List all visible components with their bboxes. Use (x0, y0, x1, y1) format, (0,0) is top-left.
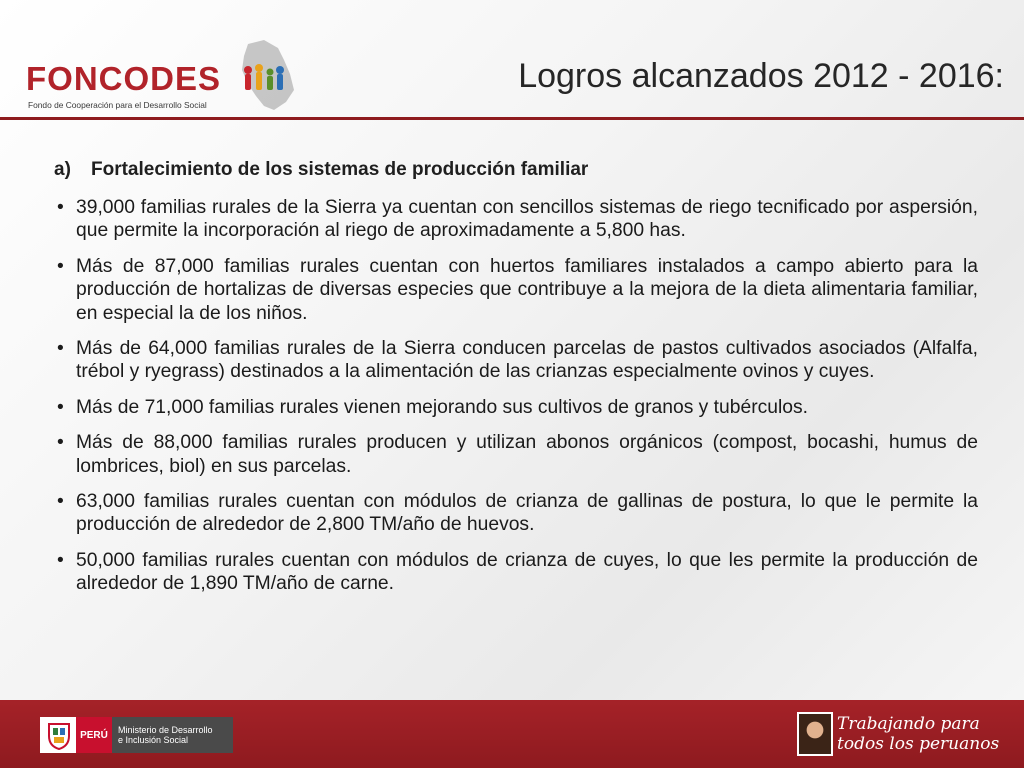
page-title: Logros alcanzados 2012 - 2016: (518, 57, 1004, 95)
ministry-label (112, 717, 233, 753)
footer-bar (0, 700, 1024, 768)
portrait-image (797, 712, 833, 756)
list-item (57, 255, 978, 325)
list-item-text: Más de 71,000 familias rurales vienen mejorando sus cultivos de granos y tubérculos. (76, 396, 809, 418)
slogan-text (837, 714, 999, 754)
list-item-text: 50,000 familias rurales cuentan con módulos de crianza de cuyes, lo que les permite la producción de alrededor de 1,890 TM/año de carne. (76, 549, 978, 595)
bullet-icon: • (57, 432, 64, 454)
section-marker: a) (54, 159, 71, 180)
bullet-icon: • (57, 491, 64, 513)
peru-map-families-icon (234, 40, 296, 112)
list-item-text: Más de 64,000 familias rurales de la Sierra conducen parcelas de pastos cultivados asociados (Alfalfa, trébol y ryegrass) destinados a la alimentación de las crianzas especialmente ovinos y cuyes. (76, 338, 978, 383)
list-item-text: 39,000 familias rurales de la Sierra ya cuentan con sencillos sistemas de riego tecnificado por aspersión, que permite la incorporación al riego de aproximadamente a 5,800 has. (76, 197, 978, 242)
bullet-icon: • (57, 396, 64, 418)
list-item (57, 196, 978, 243)
foncodes-logo (26, 40, 288, 112)
bullet-icon: • (57, 338, 64, 360)
list-item-text: 63,000 familias rurales cuentan con módulos de crianza de gallinas de postura, lo que le permite la producción de alrededor de 2,800 TM/año de huevos. (76, 491, 978, 536)
bullet-icon: • (57, 255, 64, 277)
list-item (57, 549, 978, 596)
slogan-line-1: Trabajando para (837, 714, 980, 734)
ministry-line-2: e Inclusión Social (118, 735, 189, 745)
logo-name: FONCODES (26, 60, 222, 97)
list-item (57, 431, 978, 478)
slogan-line-2: todos los peruanos (837, 734, 1000, 754)
header-divider (0, 117, 1024, 120)
bullet-icon: • (57, 197, 64, 218)
achievement-list (57, 196, 978, 596)
country-label: PERÚ (76, 717, 112, 753)
government-badge (40, 717, 233, 753)
slogan (797, 712, 1002, 758)
list-item-text: Más de 88,000 familias rurales producen y utilizan abonos orgánicos (compost, bocashi, humus de lombrices, biol) en sus parcelas. (76, 432, 978, 477)
section-heading-text: Fortalecimiento de los sistemas de producción familiar (91, 159, 589, 180)
logo-subtitle: Fondo de Cooperación para el Desarrollo Social (28, 100, 207, 110)
list-item (57, 396, 978, 419)
ministry-line-1: Ministerio de Desarrollo (118, 725, 213, 735)
list-item-text: Más de 87,000 familias rurales cuentan con huertos familiares instalados a campo abierto para la producción de hortalizas de diversas especies que contribuye a la mejora de la dieta alimentaria familiar, en especial la de los niños. (76, 255, 978, 324)
list-item (57, 490, 978, 537)
section-heading (54, 158, 978, 182)
main-content (54, 158, 978, 608)
coat-of-arms-icon (42, 718, 76, 752)
list-item (57, 337, 978, 384)
bullet-icon: • (57, 549, 64, 571)
